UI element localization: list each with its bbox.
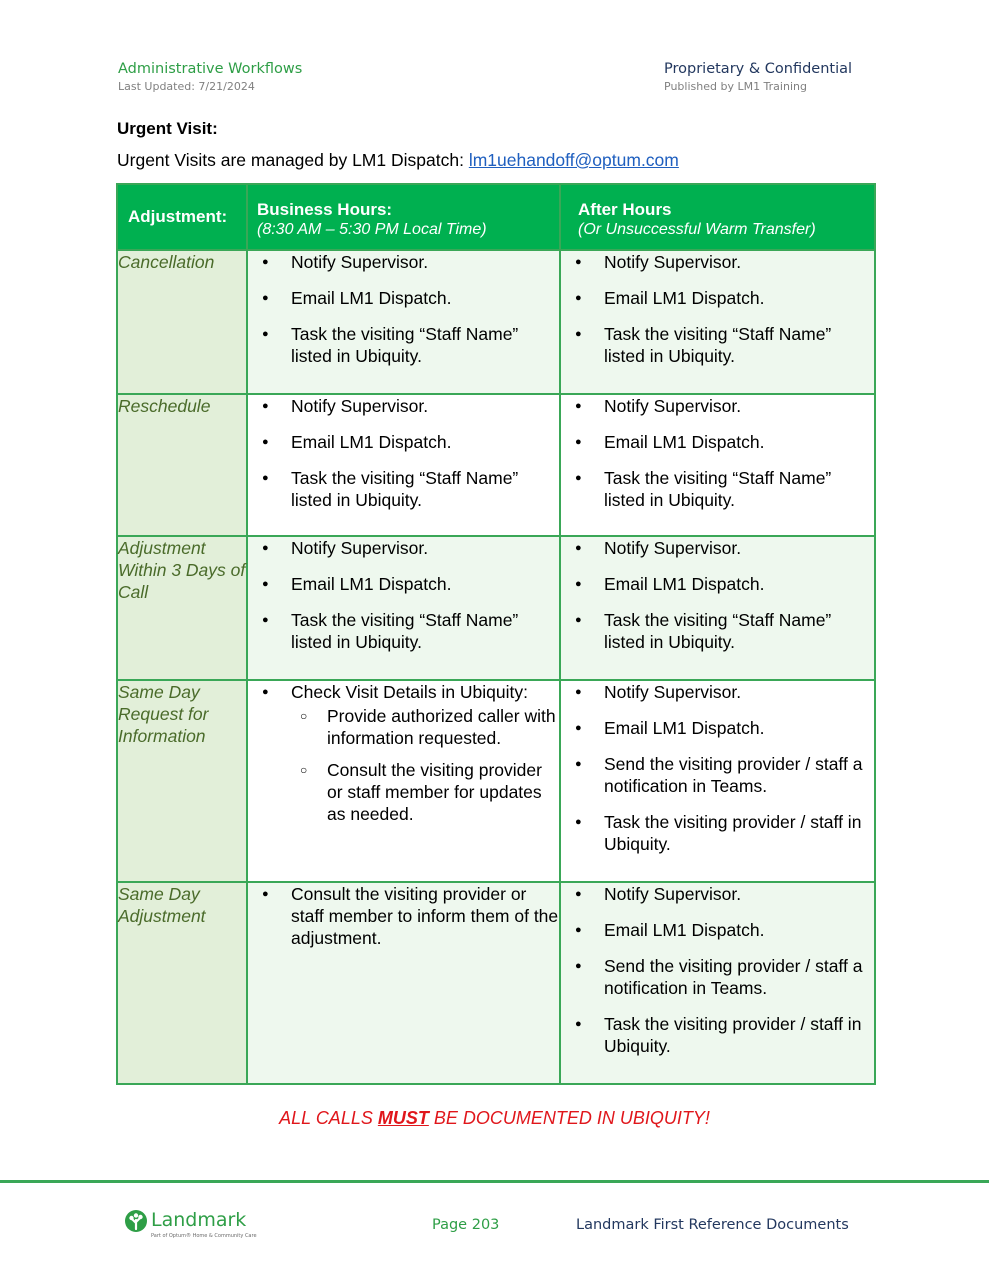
list-item: ● Send the visiting provider / staff a notification in Teams. bbox=[561, 955, 874, 999]
business-cell bbox=[247, 250, 560, 394]
header-adjustment: Adjustment: bbox=[117, 184, 247, 250]
confidentiality-label: Proprietary & Confidential bbox=[664, 61, 853, 77]
list-item: ● Notify Supervisor. bbox=[248, 537, 559, 559]
list-item: ● Send the visiting provider / staff a notification in Teams. bbox=[561, 753, 874, 797]
business-cell bbox=[247, 394, 560, 536]
after-hours-cell bbox=[560, 536, 875, 680]
list-item: ● Email LM1 Dispatch. bbox=[248, 287, 559, 309]
list-item: ● Email LM1 Dispatch. bbox=[561, 573, 874, 595]
header-business-hours: Business Hours: (8:30 AM – 5:30 PM Local Time) bbox=[247, 184, 560, 250]
list-item: ● Email LM1 Dispatch. bbox=[561, 431, 874, 453]
list-item: ● Task the visiting “Staff Name” listed in Ubiquity. bbox=[561, 323, 874, 367]
after-hours-cell bbox=[560, 394, 875, 536]
documentation-warning: ALL CALLS MUST BE DOCUMENTED IN UBIQUITY! bbox=[279, 1108, 710, 1128]
list-item: ● Task the visiting provider / staff in Ubiquity. bbox=[561, 1013, 874, 1057]
list-item: ● Task the visiting “Staff Name” listed in Ubiquity. bbox=[248, 609, 559, 653]
list-item: ● Email LM1 Dispatch. bbox=[561, 287, 874, 309]
list-item: ● Task the visiting “Staff Name” listed in Ubiquity. bbox=[248, 467, 559, 511]
list-item: ● Notify Supervisor. bbox=[248, 251, 559, 273]
list-item: ● Email LM1 Dispatch. bbox=[248, 431, 559, 453]
intro-text bbox=[117, 150, 679, 171]
logo-tagline: Part of Optum® Home & Community Care bbox=[151, 1233, 257, 1239]
list-item: ● Check Visit Details in Ubiquity: ○ Provide authorized caller with information requested. ○ Consult the visiting provider or staff member for updates as needed. bbox=[248, 681, 559, 825]
section-title: Urgent Visit: bbox=[117, 119, 218, 138]
row-label: Cancellation bbox=[117, 250, 247, 394]
landmark-logo bbox=[124, 1208, 264, 1242]
publisher: Published by LM1 Training bbox=[664, 80, 807, 93]
business-cell bbox=[247, 536, 560, 680]
after-hours-cell bbox=[560, 882, 875, 1084]
intro-label: Urgent Visits are managed by LM1 Dispatch: bbox=[117, 150, 464, 170]
header-left bbox=[118, 60, 302, 94]
document-name: Landmark First Reference Documents bbox=[576, 1217, 849, 1233]
list-item: ● Task the visiting “Staff Name” listed in Ubiquity. bbox=[561, 609, 874, 653]
header-after-hours: After Hours (Or Unsuccessful Warm Transfer) bbox=[560, 184, 875, 250]
table-row bbox=[117, 680, 875, 882]
list-item: ● Notify Supervisor. bbox=[561, 395, 874, 417]
row-label: Adjustment Within 3 Days of Call bbox=[117, 536, 247, 680]
sub-list-item: ○ Provide authorized caller with information requested. bbox=[291, 705, 559, 749]
list-item: ● Notify Supervisor. bbox=[561, 883, 874, 905]
list-item: ● Task the visiting provider / staff in Ubiquity. bbox=[561, 811, 874, 855]
list-item: ● Email LM1 Dispatch. bbox=[248, 573, 559, 595]
doc-title: Administrative Workflows bbox=[118, 61, 303, 77]
list-item: ● Task the visiting “Staff Name” listed in Ubiquity. bbox=[561, 467, 874, 511]
after-hours-cell bbox=[560, 250, 875, 394]
list-item: ● Notify Supervisor. bbox=[561, 681, 874, 703]
table-row bbox=[117, 882, 875, 1084]
list-item: ● Email LM1 Dispatch. bbox=[561, 919, 874, 941]
tree-icon bbox=[124, 1209, 148, 1233]
table-row bbox=[117, 394, 875, 536]
table-header-row bbox=[117, 184, 875, 250]
row-label: Same Day Adjustment bbox=[117, 882, 247, 1084]
row-label: Reschedule bbox=[117, 394, 247, 536]
business-cell bbox=[247, 680, 560, 882]
list-item: ● Notify Supervisor. bbox=[561, 251, 874, 273]
list-item: ● Notify Supervisor. bbox=[561, 537, 874, 559]
urgent-visit-table bbox=[116, 183, 876, 1085]
list-item: ● Email LM1 Dispatch. bbox=[561, 717, 874, 739]
list-item: ● Notify Supervisor. bbox=[248, 395, 559, 417]
sub-list-item: ○ Consult the visiting provider or staff member for updates as needed. bbox=[291, 759, 559, 825]
page-number: Page 203 bbox=[432, 1217, 500, 1233]
after-hours-cell bbox=[560, 680, 875, 882]
last-updated: Last Updated: 7/21/2024 bbox=[118, 80, 255, 93]
footer-divider bbox=[0, 1180, 989, 1183]
logo-wordmark: Landmark bbox=[151, 1209, 247, 1231]
list-item: ● Consult the visiting provider or staff member to inform them of the adjustment. bbox=[248, 883, 559, 949]
table-row bbox=[117, 250, 875, 394]
header-right bbox=[664, 60, 852, 94]
dispatch-email-link[interactable]: lm1uehandoff@optum.com bbox=[468, 150, 679, 170]
table-row bbox=[117, 536, 875, 680]
business-cell bbox=[247, 882, 560, 1084]
row-label: Same Day Request for Information bbox=[117, 680, 247, 882]
list-item: ● Task the visiting “Staff Name” listed in Ubiquity. bbox=[248, 323, 559, 367]
